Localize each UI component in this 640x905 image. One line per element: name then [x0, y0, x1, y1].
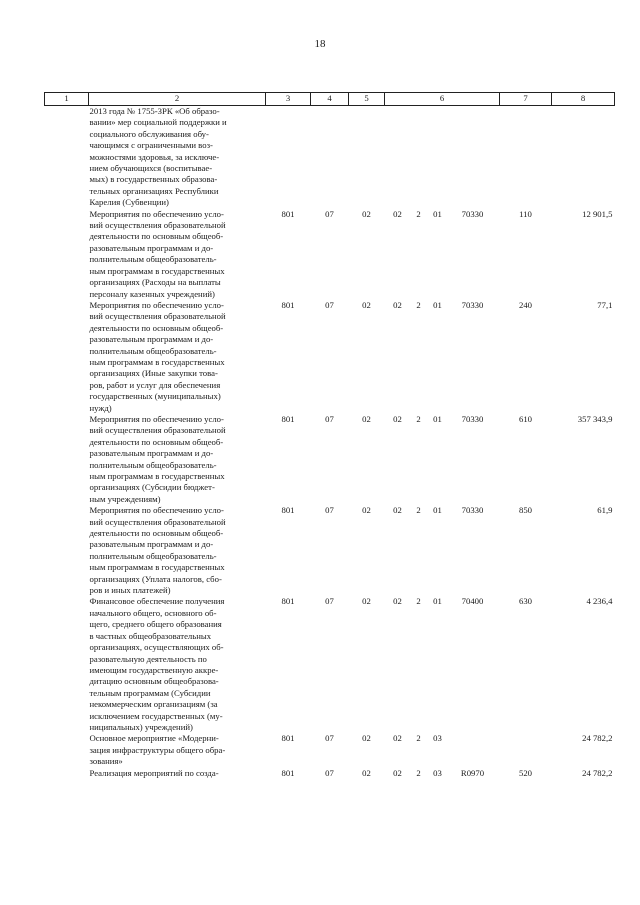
cell-subsection: 02 — [362, 208, 371, 219]
target-program: 02 — [393, 413, 402, 424]
cell-target — [385, 414, 500, 505]
table-row — [45, 300, 615, 414]
target-direction: 70330 — [461, 505, 484, 516]
cell-section: 07 — [325, 413, 334, 424]
cell-1 — [45, 733, 89, 767]
cell-section: 07 — [325, 505, 334, 516]
cell-subsection: 02 — [362, 413, 371, 424]
target-event: 03 — [433, 733, 442, 744]
cell-expense-type: 630 — [518, 596, 533, 607]
target-direction: 70330 — [461, 413, 484, 424]
cell-subsection: 02 — [362, 299, 371, 310]
target-program: 02 — [393, 505, 402, 516]
target-event: 01 — [433, 596, 442, 607]
cell-subsection: 02 — [362, 596, 371, 607]
table-row — [45, 414, 615, 505]
row-name: Мероприятия по обеспечению усло- вий осуществления образовательной деятельности по основным общеоб- разовательным программам и до- полнительным общеобразователь- ным программам в государственных организациях (Уплата налогов, сбо- ров и иных платежей) — [89, 505, 226, 596]
column-header: 8 — [552, 93, 615, 106]
column-header: 2 — [89, 93, 266, 106]
cell-admin: 801 — [281, 208, 295, 219]
cell-admin: 801 — [281, 767, 295, 778]
target-event: 01 — [433, 208, 442, 219]
cell-1 — [45, 596, 89, 733]
target-subprogram: 2 — [416, 413, 421, 424]
cell-subsection: 02 — [362, 767, 371, 778]
target-program: 02 — [393, 733, 402, 744]
table-row — [45, 596, 615, 733]
cell-1 — [45, 106, 89, 209]
cell-expense-type: 240 — [518, 299, 533, 310]
cell-amount: 4 236,4 — [586, 596, 613, 607]
cell-subsection: 02 — [362, 733, 371, 744]
cell-admin: 801 — [281, 299, 295, 310]
cell-expense-type: 110 — [519, 208, 532, 219]
table-row — [45, 505, 615, 596]
cell-1 — [45, 505, 89, 596]
cell-section: 07 — [325, 596, 334, 607]
target-program: 02 — [393, 299, 402, 310]
target-subprogram: 2 — [416, 733, 421, 744]
target-subprogram: 2 — [416, 299, 421, 310]
cell-amount: 24 782,2 — [582, 733, 613, 744]
page-number: 18 — [314, 38, 326, 50]
cell-target — [385, 768, 500, 779]
cell-expense-type: 610 — [518, 413, 533, 424]
cell-1 — [45, 768, 89, 779]
cell-1 — [45, 414, 89, 505]
column-header: 7 — [500, 93, 552, 106]
cell-1 — [45, 209, 89, 300]
target-subprogram: 2 — [416, 505, 421, 516]
row-name: Мероприятия по обеспечению усло- вий осуществления образовательной деятельности по основным общеоб- разовательным программам и до- полнительным общеобразователь- ным программам в государственных организациях (Субсидии бюджет- ным учреждениям) — [89, 413, 226, 504]
cell-target — [385, 733, 500, 767]
target-event: 01 — [433, 299, 442, 310]
cell-target — [385, 209, 500, 300]
target-event: 01 — [433, 505, 442, 516]
row-name: Мероприятия по обеспечению усло- вий осуществления образовательной деятельности по основным общеоб- разовательным программам и до- полнительным общеобразователь- ным программам в государственных организациях (Иные закупки това- ров, работ и услуг для обеспечения государственных (муниципальных) нужд) — [89, 299, 226, 413]
cell-admin — [266, 106, 311, 209]
header-row — [45, 93, 615, 106]
row-name: Реализация мероприятий по созда- — [89, 767, 219, 778]
target-direction — [449, 733, 497, 744]
cell-expense-type — [500, 106, 552, 209]
cell-section: 07 — [325, 767, 334, 778]
cell-admin: 801 — [281, 505, 295, 516]
cell-target — [385, 596, 500, 733]
cell-target — [385, 106, 500, 209]
cell-expense-type: 850 — [518, 505, 533, 516]
cell-expense-type — [500, 733, 552, 767]
column-header: 4 — [311, 93, 349, 106]
cell-amount — [552, 106, 615, 209]
target-program: 02 — [393, 596, 402, 607]
column-header: 5 — [349, 93, 385, 106]
target-direction: R0970 — [460, 767, 485, 778]
cell-target — [385, 300, 500, 414]
table-row — [45, 106, 615, 209]
row-name: Основное мероприятие «Модерни- зация инфраструктуры общего обра- зования» — [89, 733, 226, 767]
column-header: 3 — [266, 93, 311, 106]
cell-1 — [45, 300, 89, 414]
cell-amount: 61,9 — [597, 505, 613, 516]
cell-expense-type: 520 — [518, 767, 533, 778]
cell-target — [385, 505, 500, 596]
budget-table — [44, 92, 615, 779]
row-name: 2013 года № 1755-ЗРК «Об образо- вании» мер социальной поддержки и социального обслуживания обу- чающимся с ограниченными воз- можностями здоровья, за исключе- нием обучающихся (воспитывае- мых) в государственных образова- тельных организациях Республики Карелия (Субвенции) — [89, 106, 227, 208]
cell-section: 07 — [325, 299, 334, 310]
cell-section — [311, 106, 349, 209]
row-name: Финансовое обеспечение получения начального общего, основного об- щего, среднего общего образования в частных общеобразовательных организациях, осуществляющих об- разовательную деятельность по имеющим государственную аккре- дитацию основным общеобразова- тельным программам (Субсидии некоммерческим организациям (за исключением государственных (му- ниципальных) учреждений) — [89, 596, 225, 732]
target-subprogram: 2 — [416, 208, 421, 219]
cell-section: 07 — [325, 208, 334, 219]
cell-amount: 357 343,9 — [577, 413, 613, 424]
cell-amount: 24 782,2 — [582, 767, 613, 778]
target-event: 03 — [433, 767, 442, 778]
row-name: Мероприятия по обеспечению усло- вий осуществления образовательной деятельности по основным общеоб- разовательным программам и до- полнительным общеобразователь- ным программам в государственных организациях (Расходы на выплаты персоналу казенных учреждений) — [89, 208, 226, 299]
table-row — [45, 733, 615, 767]
cell-subsection — [349, 106, 385, 209]
column-header: 1 — [45, 93, 89, 106]
table-row — [45, 768, 615, 779]
target-direction: 70330 — [461, 299, 484, 310]
target-program: 02 — [393, 208, 402, 219]
cell-amount: 77,1 — [597, 299, 613, 310]
cell-amount: 12 901,5 — [582, 208, 613, 219]
cell-admin: 801 — [281, 413, 295, 424]
cell-section: 07 — [325, 733, 334, 744]
target-event: 01 — [433, 413, 442, 424]
cell-admin: 801 — [281, 733, 295, 744]
table-row — [45, 209, 615, 300]
target-subprogram: 2 — [416, 767, 421, 778]
column-header: 6 — [385, 93, 500, 106]
target-program: 02 — [393, 767, 402, 778]
cell-subsection: 02 — [362, 505, 371, 516]
target-direction: 70400 — [461, 596, 484, 607]
target-subprogram: 2 — [416, 596, 421, 607]
target-direction: 70330 — [461, 208, 484, 219]
cell-admin: 801 — [281, 596, 295, 607]
